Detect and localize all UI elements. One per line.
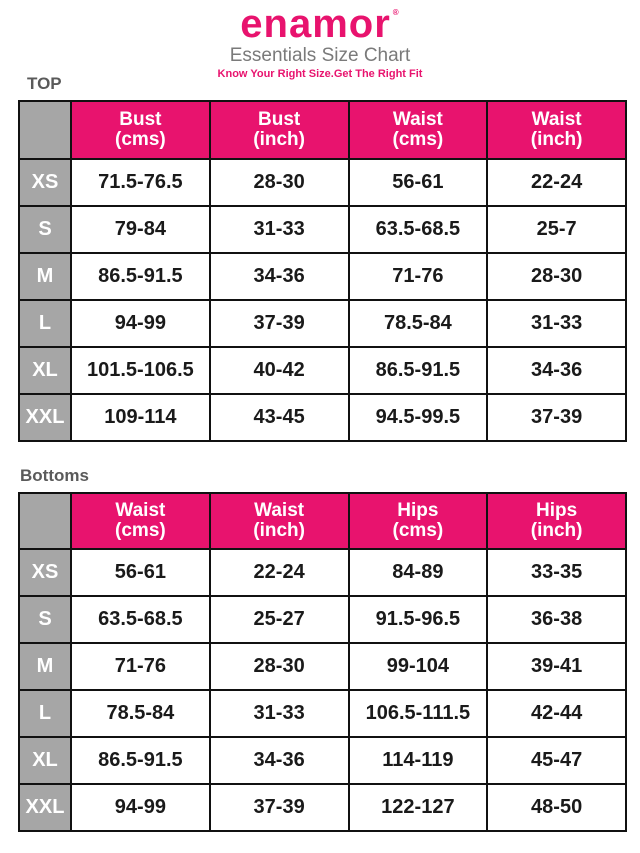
measurement-cell: 94-99 (71, 784, 210, 831)
measurement-cell: 34-36 (210, 737, 349, 784)
size-label: M (19, 253, 71, 300)
measurement-cell: 84-89 (349, 549, 488, 596)
column-header (487, 493, 626, 549)
measurement-cell: 86.5-91.5 (71, 253, 210, 300)
measurement-cell: 56-61 (349, 159, 488, 206)
table-row (19, 206, 626, 253)
column-header-unit: (inch) (253, 129, 305, 150)
column-header-measure: Bust (119, 109, 162, 130)
table-row (19, 596, 626, 643)
measurement-cell: 39-41 (487, 643, 626, 690)
measurement-cell: 36-38 (487, 596, 626, 643)
measurement-cell: 78.5-84 (71, 690, 210, 737)
column-header-measure: Waist (392, 109, 443, 130)
table-row (19, 347, 626, 394)
table-row (19, 159, 626, 206)
measurement-cell: 91.5-96.5 (349, 596, 488, 643)
column-header-measure: Waist (254, 500, 305, 521)
measurement-cell: 28-30 (210, 643, 349, 690)
measurement-cell: 99-104 (349, 643, 488, 690)
measurement-cell: 31-33 (210, 690, 349, 737)
measurement-cell: 37-39 (210, 300, 349, 347)
measurement-cell: 86.5-91.5 (349, 347, 488, 394)
measurement-cell: 45-47 (487, 737, 626, 784)
column-header (210, 101, 349, 159)
measurement-cell: 71-76 (349, 253, 488, 300)
column-header-measure: Bust (258, 109, 301, 130)
corner-cell (19, 493, 71, 549)
measurement-cell: 94.5-99.5 (349, 394, 488, 441)
measurement-cell: 78.5-84 (349, 300, 488, 347)
column-header-unit: (cms) (115, 520, 166, 541)
measurement-cell: 63.5-68.5 (71, 596, 210, 643)
table-row (19, 690, 626, 737)
size-label: XXL (19, 784, 71, 831)
measurement-cell: 109-114 (71, 394, 210, 441)
column-header-unit: (cms) (392, 129, 444, 150)
measurement-cell: 63.5-68.5 (349, 206, 488, 253)
size-label: M (19, 643, 71, 690)
size-label: XL (19, 347, 71, 394)
bottoms-size-table (18, 492, 627, 832)
measurement-cell: 22-24 (487, 159, 626, 206)
measurement-cell: 101.5-106.5 (71, 347, 210, 394)
measurement-cell: 28-30 (210, 159, 349, 206)
corner-cell (19, 101, 71, 159)
measurement-cell: 33-35 (487, 549, 626, 596)
table-header-row (19, 493, 626, 549)
measurement-cell: 25-7 (487, 206, 626, 253)
measurement-cell: 94-99 (71, 300, 210, 347)
measurement-cell: 71-76 (71, 643, 210, 690)
table-header-row (19, 101, 626, 159)
measurement-cell: 31-33 (487, 300, 626, 347)
column-header-measure: Hips (536, 500, 578, 521)
measurement-cell: 79-84 (71, 206, 210, 253)
column-header (487, 101, 626, 159)
table-row (19, 643, 626, 690)
measurement-cell: 71.5-76.5 (71, 159, 210, 206)
column-header-measure: Waist (115, 500, 166, 521)
column-header-measure: Hips (397, 500, 439, 521)
measurement-cell: 34-36 (210, 253, 349, 300)
size-label: L (19, 690, 71, 737)
table-row (19, 253, 626, 300)
size-label: XS (19, 159, 71, 206)
column-header-unit: (inch) (253, 520, 305, 541)
measurement-cell: 86.5-91.5 (71, 737, 210, 784)
measurement-cell: 40-42 (210, 347, 349, 394)
size-label: XS (19, 549, 71, 596)
column-header (71, 101, 210, 159)
table-row (19, 394, 626, 441)
measurement-cell: 48-50 (487, 784, 626, 831)
table-row (19, 549, 626, 596)
section-label-top: TOP (27, 74, 62, 93)
measurement-cell: 42-44 (487, 690, 626, 737)
brand-name: enamor (240, 2, 391, 46)
measurement-cell: 56-61 (71, 549, 210, 596)
size-label: S (19, 206, 71, 253)
size-label: XL (19, 737, 71, 784)
table-row (19, 300, 626, 347)
table-row (19, 784, 626, 831)
measurement-cell: 43-45 (210, 394, 349, 441)
column-header (349, 493, 488, 549)
measurement-cell: 114-119 (349, 737, 488, 784)
measurement-cell: 22-24 (210, 549, 349, 596)
measurement-cell: 122-127 (349, 784, 488, 831)
measurement-cell: 37-39 (487, 394, 626, 441)
column-header-measure: Waist (531, 109, 582, 130)
registered-mark: ® (392, 8, 400, 17)
column-header (349, 101, 488, 159)
top-size-table (18, 100, 627, 442)
column-header-unit: (inch) (530, 129, 583, 150)
section-label-bottoms: Bottoms (20, 466, 89, 485)
column-header-unit: (cms) (392, 520, 444, 541)
measurement-cell: 34-36 (487, 347, 626, 394)
column-header (210, 493, 349, 549)
size-label: S (19, 596, 71, 643)
measurement-cell: 28-30 (487, 253, 626, 300)
column-header-unit: (inch) (530, 520, 583, 541)
brand-logo (0, 2, 640, 47)
chart-title: Essentials Size Chart (229, 45, 411, 66)
size-label: XXL (19, 394, 71, 441)
measurement-cell: 31-33 (210, 206, 349, 253)
table-row (19, 737, 626, 784)
column-header (71, 493, 210, 549)
measurement-cell: 37-39 (210, 784, 349, 831)
column-header-unit: (cms) (115, 129, 166, 150)
measurement-cell: 106.5-111.5 (349, 690, 488, 737)
measurement-cell: 25-27 (210, 596, 349, 643)
tagline: Know Your Right Size.Get The Right Fit (217, 68, 423, 80)
size-label: L (19, 300, 71, 347)
